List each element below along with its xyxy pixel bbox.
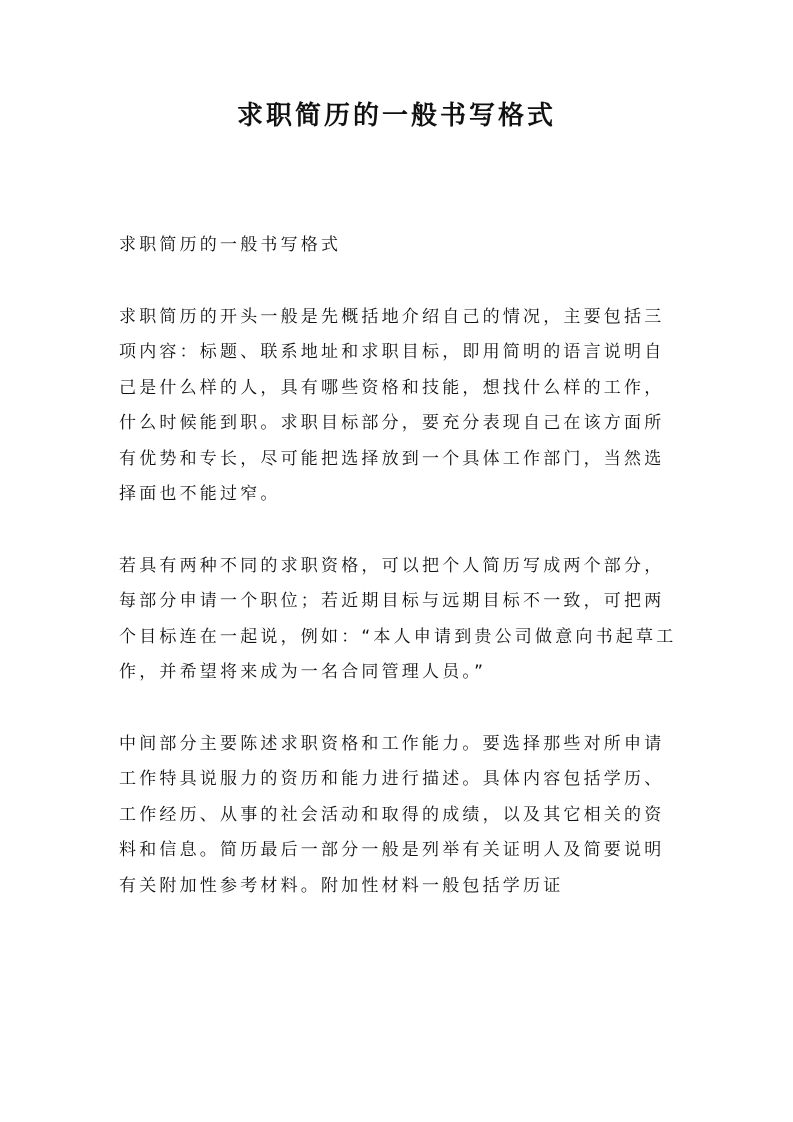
document-subtitle: 求职简历的一般书写格式 <box>119 235 342 255</box>
paragraph-3: 中间部分主要陈述求职资格和工作能力。要选择那些对所申请工作特具说服力的资历和能力进行描述。具体内容包括学历、工作经历、从事的社会活动和取得的成绩，以及其它相关的资料和信息。简历最后一部分一般是列举有关证明人及简要说明有关附加性参考材料。附加性材料一般包括学历证 <box>119 733 665 896</box>
document-body <box>119 228 679 940</box>
paragraph-2: 若具有两种不同的求职资格，可以把个人简历写成两个部分，每部分申请一个职位；若近期目标与远期目标不一致，可把两个目标连在一起说，例如：“本人申请到贵公司做意向书起草工作，并希望将来成为一名合同管理人员。” <box>119 555 677 682</box>
document-title: 求职简历的一般书写格式 <box>236 101 556 131</box>
paragraph-1: 求职简历的开头一般是先概括地介绍自己的情况，主要包括三项内容：标题、联系地址和求职目标，即用简明的语言说明自己是什么样的人，具有哪些资格和技能，想找什么样的工作，什么时候能到职。求职目标部分，要充分表现自己在该方面所有优势和专长，尽可能把选择放到一个具体工作部门，当然选择面也不能过窄。 <box>119 306 665 504</box>
